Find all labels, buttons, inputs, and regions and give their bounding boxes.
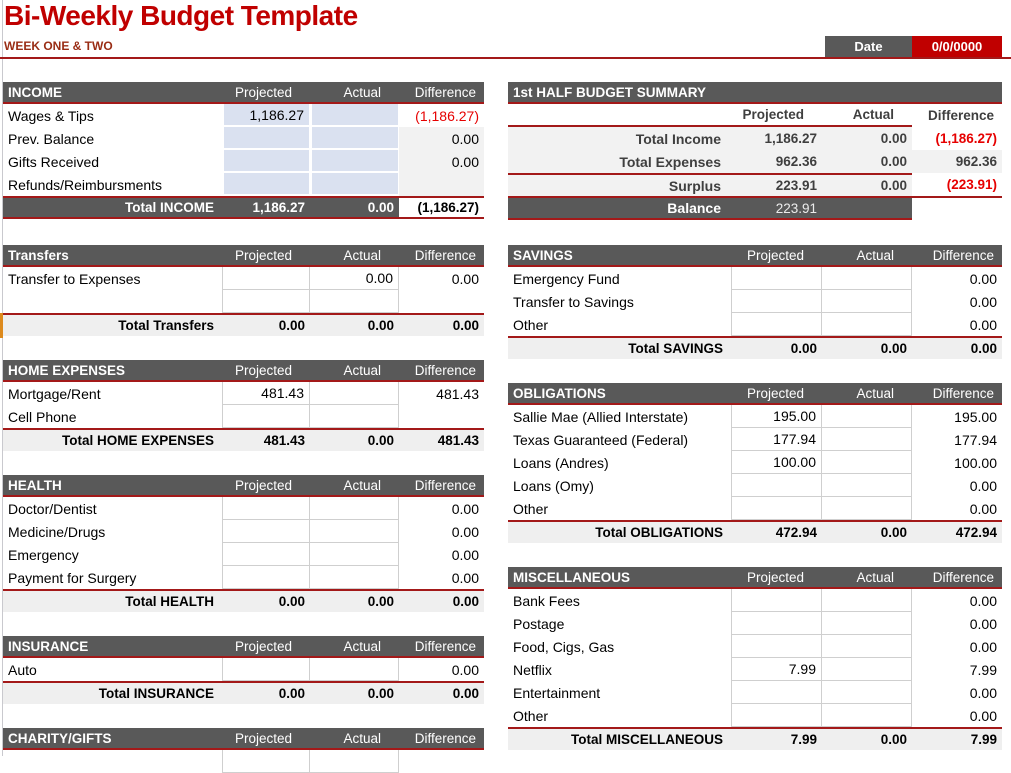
- section-title: SAVINGS: [513, 247, 573, 263]
- summary-column-header-difference: Difference: [927, 108, 994, 123]
- projected-cell[interactable]: [222, 127, 310, 150]
- row-label: Wages & Tips: [8, 107, 94, 124]
- column-header-difference: Difference: [414, 638, 476, 654]
- row-label: Auto: [8, 661, 37, 678]
- actual-cell[interactable]: [310, 150, 399, 173]
- column-header-projected: Projected: [234, 638, 292, 654]
- budget-row: [3, 267, 484, 290]
- row-label: Cell Phone: [8, 408, 77, 425]
- column-header-difference: Difference: [414, 362, 476, 378]
- difference-cell: 0.00: [399, 150, 484, 173]
- total-actual: 0.00: [367, 686, 394, 701]
- section-title: CHARITY/GIFTS: [8, 730, 112, 746]
- section-header-obligations: [508, 383, 1002, 405]
- projected-cell[interactable]: [222, 150, 310, 173]
- total-projected: 472.94: [775, 525, 817, 540]
- projected-cell[interactable]: 481.43: [222, 382, 310, 405]
- total-difference: 7.99: [970, 732, 997, 747]
- section-header-income: [3, 82, 484, 104]
- balance-bar: [508, 198, 912, 220]
- difference-cell: [399, 750, 484, 773]
- budget-row: [3, 127, 484, 150]
- projected-cell[interactable]: [731, 635, 822, 658]
- budget-row: [3, 405, 484, 428]
- row-label: Loans (Omy): [513, 477, 594, 494]
- difference-cell: 0.00: [969, 316, 997, 333]
- difference-cell: (1,186.27): [399, 104, 484, 127]
- total-difference: 0.00: [970, 341, 997, 356]
- budget-row: [3, 750, 484, 773]
- projected-cell[interactable]: [731, 612, 822, 635]
- row-label: Sallie Mae (Allied Interstate): [513, 408, 689, 425]
- section-income: [3, 82, 484, 219]
- summary-actual-value: 0.00: [880, 131, 907, 146]
- difference-cell: 0.00: [969, 477, 997, 494]
- row-label: Bank Fees: [513, 592, 580, 609]
- difference-cell: 0.00: [969, 684, 997, 701]
- projected-cell[interactable]: 7.99: [731, 658, 822, 681]
- projected-cell[interactable]: [731, 267, 822, 290]
- row-label: Other: [513, 316, 549, 333]
- section-health: [3, 475, 484, 612]
- budget-row: [3, 520, 484, 543]
- section-header-savings: [508, 245, 1002, 267]
- header-divider: [0, 57, 1011, 59]
- total-row: [508, 336, 1002, 359]
- total-actual: 0.00: [367, 318, 394, 333]
- budget-row: [3, 290, 484, 313]
- column-header-difference: Difference: [932, 569, 994, 585]
- budget-row: [3, 566, 484, 589]
- section-header-miscellaneous: [508, 567, 1002, 589]
- total-label: Total HEALTH: [125, 594, 214, 609]
- total-label: Total INSURANCE: [98, 686, 214, 701]
- total-projected: 0.00: [278, 686, 305, 701]
- total-difference: 472.94: [955, 525, 997, 540]
- actual-cell[interactable]: [310, 497, 399, 520]
- column-header-actual: Actual: [856, 247, 894, 263]
- total-row: [3, 589, 484, 612]
- total-projected: 481.43: [263, 433, 305, 448]
- actual-cell[interactable]: [822, 267, 912, 290]
- projected-cell[interactable]: [731, 474, 822, 497]
- budget-row: [508, 267, 1002, 290]
- projected-cell[interactable]: 195.00: [731, 405, 822, 428]
- total-actual: 0.00: [367, 433, 394, 448]
- total-difference: 0.00: [452, 318, 479, 333]
- budget-row: [508, 658, 1002, 681]
- column-header-projected: Projected: [746, 247, 804, 263]
- actual-cell[interactable]: [310, 127, 399, 150]
- column-header-projected: Projected: [234, 362, 292, 378]
- row-label: Other: [513, 707, 549, 724]
- difference-cell: 0.00: [969, 707, 997, 724]
- total-projected: 0.00: [278, 318, 305, 333]
- row-label: Entertainment: [513, 684, 601, 701]
- difference-cell: 481.43: [436, 385, 479, 402]
- summary-actual-value: 0.00: [880, 154, 907, 169]
- projected-cell[interactable]: [222, 405, 310, 428]
- balance-value: 223.91: [775, 200, 817, 216]
- total-actual: 0.00: [880, 732, 907, 747]
- section-miscellaneous: [508, 567, 1002, 750]
- difference-cell: [399, 405, 484, 428]
- difference-cell: 177.94: [954, 431, 997, 448]
- column-header-actual: Actual: [343, 247, 381, 263]
- column-header-projected: Projected: [746, 385, 804, 401]
- actual-cell[interactable]: [310, 750, 399, 773]
- difference-cell: [399, 173, 484, 196]
- row-label: Emergency Fund: [513, 270, 620, 287]
- budget-row: [3, 543, 484, 566]
- column-header-projected: Projected: [234, 730, 292, 746]
- projected-cell[interactable]: [222, 750, 310, 773]
- row-label: Emergency: [8, 546, 79, 563]
- row-label: Mortgage/Rent: [8, 385, 101, 402]
- column-header-actual: Actual: [856, 385, 894, 401]
- row-label: Postage: [513, 615, 565, 632]
- column-header-difference: Difference: [932, 385, 994, 401]
- projected-cell[interactable]: 100.00: [731, 451, 822, 474]
- column-header-actual: Actual: [343, 84, 381, 100]
- difference-cell: 0.00: [451, 569, 479, 586]
- actual-cell[interactable]: [822, 497, 912, 520]
- projected-cell[interactable]: [222, 497, 310, 520]
- row-label: Transfer to Expenses: [8, 270, 141, 287]
- actual-cell[interactable]: [822, 658, 912, 681]
- actual-cell[interactable]: [822, 589, 912, 612]
- actual-cell[interactable]: [822, 704, 912, 727]
- difference-cell: 0.00: [451, 270, 479, 287]
- projected-cell[interactable]: [731, 313, 822, 336]
- actual-cell[interactable]: [822, 290, 912, 313]
- section-title: OBLIGATIONS: [513, 385, 606, 401]
- projected-cell[interactable]: [222, 173, 310, 196]
- balance-difference-spacer: [912, 198, 1002, 220]
- projected-cell[interactable]: [731, 681, 822, 704]
- total-label: Total INCOME: [125, 200, 214, 215]
- section-title: INSURANCE: [8, 638, 89, 654]
- summary-projected-value: 962.36: [775, 154, 817, 169]
- actual-cell[interactable]: [822, 612, 912, 635]
- projected-cell[interactable]: [222, 520, 310, 543]
- row-label: Transfer to Savings: [513, 293, 634, 310]
- column-header-difference: Difference: [414, 247, 476, 263]
- projected-cell[interactable]: 1,186.27: [222, 104, 310, 127]
- section-title: MISCELLANEOUS: [513, 569, 631, 585]
- date-label: Date: [825, 36, 912, 57]
- actual-cell[interactable]: [310, 520, 399, 543]
- projected-cell[interactable]: [731, 497, 822, 520]
- actual-cell[interactable]: [310, 382, 399, 405]
- budget-row: [3, 382, 484, 405]
- total-label: Total SAVINGS: [628, 341, 723, 356]
- section-obligations: [508, 383, 1002, 543]
- summary-row-label: Surplus: [508, 173, 731, 196]
- total-row: [508, 520, 1002, 543]
- budget-row: [3, 658, 484, 681]
- section-transfers: [3, 245, 484, 336]
- budget-row: [508, 704, 1002, 727]
- budget-row: [3, 104, 484, 127]
- actual-cell[interactable]: [310, 405, 399, 428]
- column-header-difference: Difference: [414, 730, 476, 746]
- budget-row: [508, 313, 1002, 336]
- column-header-actual: Actual: [856, 569, 894, 585]
- section-header-health: [3, 475, 484, 497]
- actual-cell[interactable]: [310, 658, 399, 681]
- total-actual: 0.00: [367, 200, 394, 215]
- projected-cell[interactable]: [731, 290, 822, 313]
- section-header-transfers: [3, 245, 484, 267]
- row-label: Payment for Surgery: [8, 569, 137, 586]
- budget-row: [508, 635, 1002, 658]
- total-label: Total OBLIGATIONS: [595, 525, 723, 540]
- difference-cell: 0.00: [969, 270, 997, 287]
- column-header-projected: Projected: [234, 84, 292, 100]
- difference-cell: 0.00: [969, 615, 997, 632]
- total-label: Total HOME EXPENSES: [61, 433, 214, 448]
- difference-cell: 100.00: [954, 454, 997, 471]
- column-header-actual: Actual: [343, 362, 381, 378]
- total-row: [508, 727, 1002, 750]
- budget-row: [508, 612, 1002, 635]
- row-label: Prev. Balance: [8, 130, 95, 147]
- total-difference: (1,186.27): [399, 198, 484, 217]
- summary-title: 1st HALF BUDGET SUMMARY: [508, 82, 1002, 104]
- projected-cell[interactable]: [222, 290, 310, 313]
- column-header-actual: Actual: [343, 730, 381, 746]
- actual-cell[interactable]: [822, 451, 912, 474]
- projected-cell[interactable]: [222, 566, 310, 589]
- row-label: [3, 750, 222, 773]
- difference-cell: 0.00: [399, 127, 484, 150]
- column-header-difference: Difference: [414, 477, 476, 493]
- total-label: Total Transfers: [118, 318, 214, 333]
- summary-row: [508, 127, 1002, 150]
- column-header-actual: Actual: [343, 638, 381, 654]
- section-summary: [508, 82, 1002, 220]
- total-actual: 0.00: [880, 525, 907, 540]
- actual-cell[interactable]: [822, 405, 912, 428]
- actual-cell[interactable]: [822, 474, 912, 497]
- difference-cell: 0.00: [451, 523, 479, 540]
- summary-column-header-projected: Projected: [731, 104, 822, 127]
- summary-projected-value: 1,186.27: [764, 131, 817, 146]
- row-label: [3, 290, 222, 313]
- actual-cell[interactable]: [310, 543, 399, 566]
- summary-row-label: Total Expenses: [619, 153, 721, 170]
- difference-cell: 0.00: [451, 500, 479, 517]
- total-row: [3, 313, 484, 336]
- difference-cell: 0.00: [969, 592, 997, 609]
- total-difference: 481.43: [437, 433, 479, 448]
- budget-row: [508, 451, 1002, 474]
- column-header-actual: Actual: [343, 477, 381, 493]
- difference-cell: 7.99: [969, 661, 997, 678]
- actual-cell[interactable]: 0.00: [310, 267, 399, 290]
- budget-row: [508, 405, 1002, 428]
- summary-actual-value: 0.00: [822, 173, 912, 196]
- actual-cell[interactable]: [310, 104, 399, 127]
- projected-cell[interactable]: [222, 543, 310, 566]
- balance-spacer: [822, 198, 912, 218]
- balance-label: Balance: [667, 200, 721, 216]
- row-label: Doctor/Dentist: [8, 500, 97, 517]
- total-projected: 0.00: [278, 594, 305, 609]
- difference-cell: 0.00: [451, 546, 479, 563]
- section-title: HOME EXPENSES: [8, 362, 126, 378]
- section-header-insurance: [3, 636, 484, 658]
- summary-balance-row: [508, 196, 1002, 220]
- actual-cell[interactable]: [310, 290, 399, 313]
- budget-row: [508, 589, 1002, 612]
- section-insurance: [3, 636, 484, 704]
- section-header-home-expenses: [3, 360, 484, 382]
- section-home-expenses: [3, 360, 484, 451]
- section-header-charity: [3, 728, 484, 750]
- projected-cell[interactable]: [731, 589, 822, 612]
- total-difference: 0.00: [452, 686, 479, 701]
- row-label: Texas Guaranteed (Federal): [513, 431, 689, 448]
- projected-cell[interactable]: 177.94: [731, 428, 822, 451]
- summary-row-label: Total Income: [635, 130, 721, 147]
- difference-cell: 0.00: [969, 293, 997, 310]
- section-title: Transfers: [8, 247, 69, 263]
- total-projected: 1,186.27: [252, 200, 305, 215]
- total-row: [3, 428, 484, 451]
- row-label: Other: [513, 500, 549, 517]
- section-title: HEALTH: [8, 477, 62, 493]
- row-label: Refunds/Reimbursments: [8, 176, 163, 193]
- total-projected: 7.99: [790, 732, 817, 747]
- budget-row: [508, 497, 1002, 520]
- row-label: Gifts Received: [8, 153, 100, 170]
- budget-row: [508, 290, 1002, 313]
- projected-cell[interactable]: [222, 658, 310, 681]
- projected-cell[interactable]: [222, 267, 310, 290]
- column-header-difference: Difference: [414, 84, 476, 100]
- total-projected: 0.00: [790, 341, 817, 356]
- total-actual: 0.00: [880, 341, 907, 356]
- budget-row: [508, 474, 1002, 497]
- section-savings: [508, 245, 1002, 359]
- page-title: Bi-Weekly Budget Template: [4, 0, 358, 31]
- budget-row: [508, 428, 1002, 451]
- column-header-projected: Projected: [234, 477, 292, 493]
- section-charity: [3, 728, 484, 773]
- projected-cell[interactable]: [731, 704, 822, 727]
- summary-projected-value: 223.91: [731, 173, 822, 196]
- column-header-projected: Projected: [234, 247, 292, 263]
- difference-cell: 0.00: [451, 661, 479, 678]
- budget-row: [3, 150, 484, 173]
- budget-row: [3, 497, 484, 520]
- summary-colhead-spacer: [508, 104, 731, 127]
- summary-column-header-actual: Actual: [822, 104, 912, 127]
- summary-difference-value: 962.36: [912, 150, 1002, 173]
- summary-row: [508, 150, 1002, 173]
- total-row: [3, 196, 484, 219]
- summary-row: [508, 173, 1002, 196]
- actual-cell[interactable]: [822, 428, 912, 451]
- actual-cell[interactable]: [822, 313, 912, 336]
- summary-difference-value: (223.91): [912, 173, 1002, 196]
- column-header-difference: Difference: [932, 247, 994, 263]
- difference-cell: 0.00: [969, 500, 997, 517]
- actual-cell[interactable]: [822, 681, 912, 704]
- row-label: Food, Cigs, Gas: [513, 638, 615, 655]
- summary-difference-value: (1,186.27): [912, 127, 1002, 150]
- total-row: [3, 681, 484, 704]
- row-label: Netflix: [513, 661, 552, 678]
- total-actual: 0.00: [367, 594, 394, 609]
- actual-cell[interactable]: [310, 173, 399, 196]
- difference-cell: 0.00: [969, 638, 997, 655]
- difference-cell: [399, 290, 484, 313]
- column-header-projected: Projected: [746, 569, 804, 585]
- row-label: Loans (Andres): [513, 454, 609, 471]
- summary-column-headers: [508, 104, 1002, 127]
- week-label: WEEK ONE & TWO: [4, 39, 113, 53]
- actual-cell[interactable]: [822, 635, 912, 658]
- budget-row: [508, 681, 1002, 704]
- actual-cell[interactable]: [310, 566, 399, 589]
- total-difference: 0.00: [452, 594, 479, 609]
- budget-row: [3, 173, 484, 196]
- section-title: INCOME: [8, 84, 62, 100]
- row-label: Medicine/Drugs: [8, 523, 106, 540]
- difference-cell: 195.00: [954, 408, 997, 425]
- date-value-cell[interactable]: 0/0/0000: [912, 36, 1002, 57]
- total-label: Total MISCELLANEOUS: [570, 732, 723, 747]
